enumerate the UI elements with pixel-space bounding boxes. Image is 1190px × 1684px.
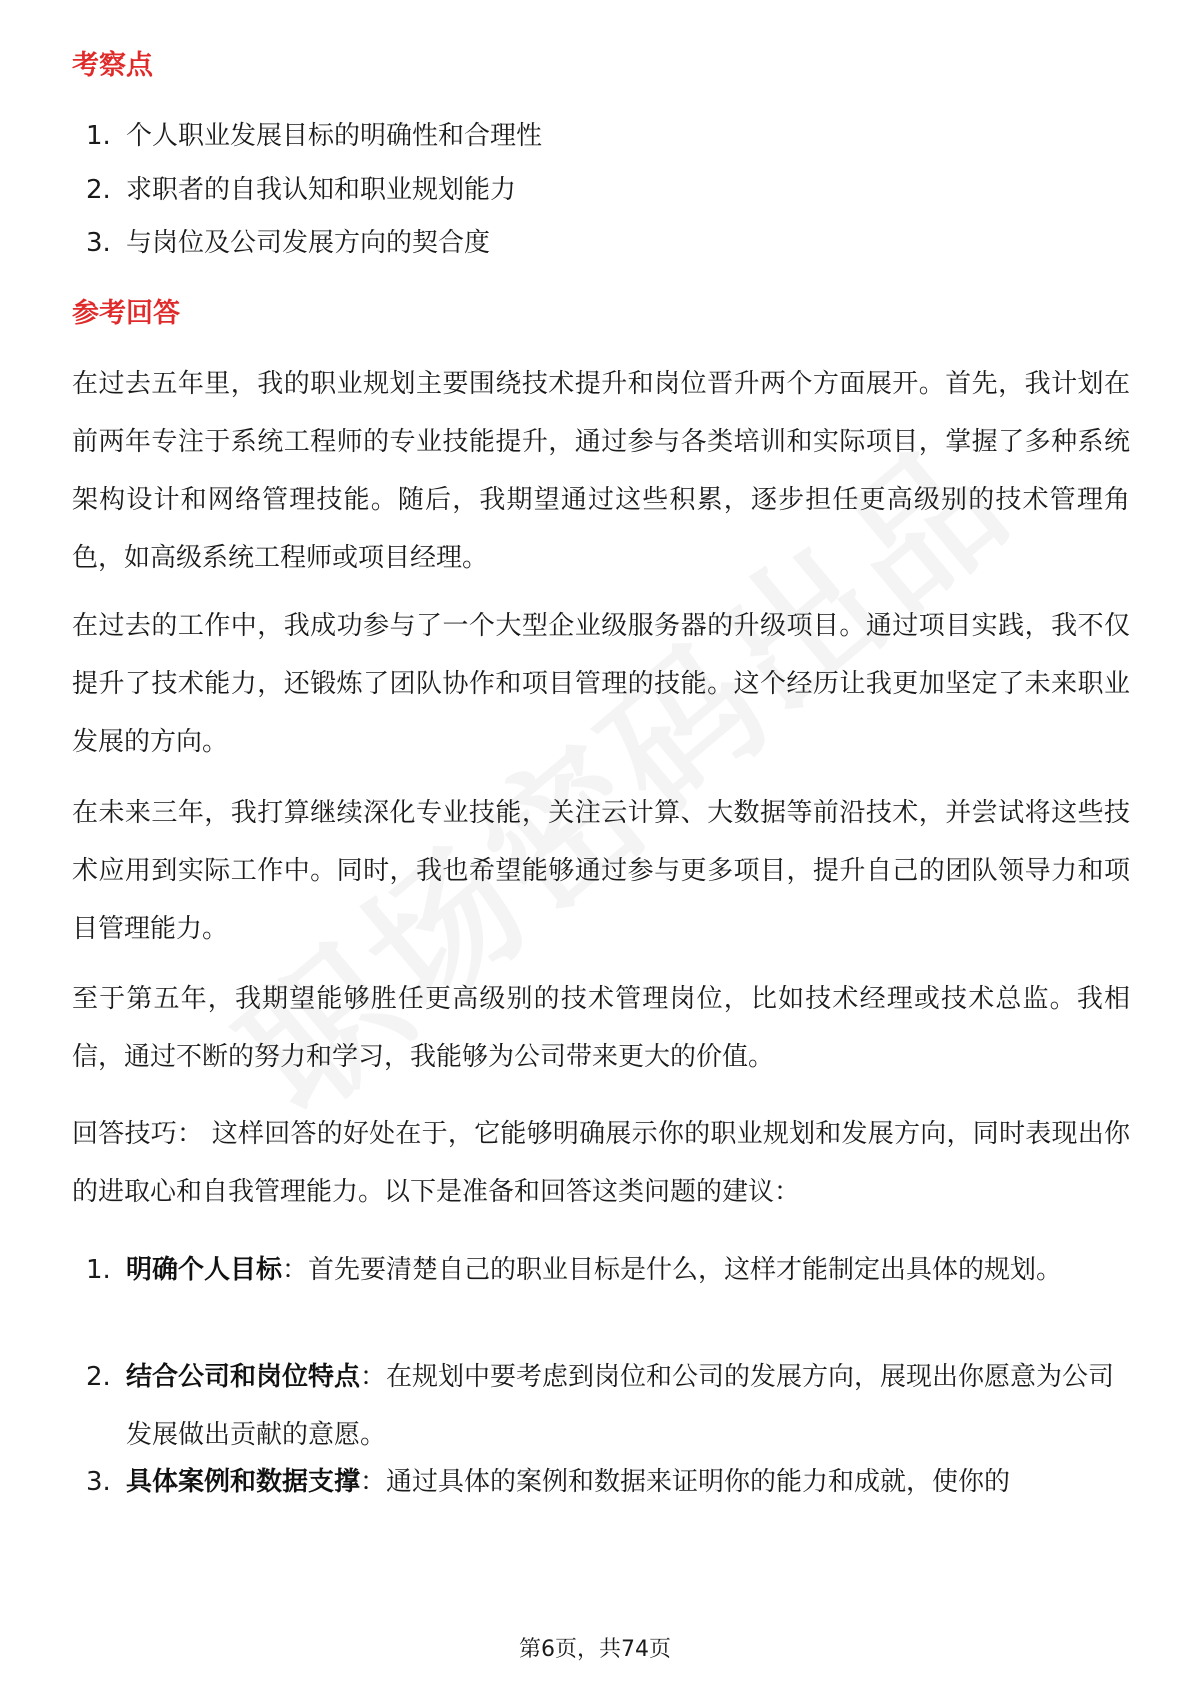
tip-list-item — [72, 1241, 1130, 1299]
focus-list-item — [72, 162, 1122, 219]
answer-paragraph: 在未来三年，我打算继续深化专业技能，关注云计算、大数据等前沿技术，并尝试将这些技术应用到实际工作中。同时，我也希望能够通过参与更多项目，提升自己的团队领导力和项目管理能力。 — [72, 798, 1130, 944]
tip-text — [126, 1453, 1130, 1511]
list-number: 2. — [86, 175, 111, 205]
focus-list-item — [72, 215, 1122, 272]
page-number: 第6页，共74页 — [519, 1637, 671, 1662]
tip-body: ：在规划中要考虑到岗位和公司的发展方向，展现出你愿意为公司发展做出贡献的意愿。 — [126, 1362, 1115, 1450]
list-number: 1. — [86, 121, 111, 151]
tip-body: ：首先要清楚自己的职业目标是什么，这样才能制定出具体的规划。 — [282, 1255, 1063, 1285]
tip-text — [126, 1348, 1130, 1464]
answer-paragraph: 在过去五年里，我的职业规划主要围绕技术提升和岗位晋升两个方面展开。首先，我计划在前两年专注于系统工程师的专业技能提升，通过参与各类培训和实际项目，掌握了多种系统架构设计和网络管理技能。随后，我期望通过这些积累，逐步担任更高级别的技术管理角色，如高级系统工程师或项目经理。 — [72, 369, 1130, 573]
tip-label: 明确个人目标 — [126, 1255, 283, 1285]
list-number: 3. — [86, 228, 111, 258]
section-heading-answer: 参考回答 — [72, 298, 180, 329]
section-heading-focus: 考察点 — [72, 50, 153, 81]
answer-tips-intro: 回答技巧： 这样回答的好处在于，它能够明确展示你的职业规划和发展方向，同时表现出你的进取心和自我管理能力。以下是准备和回答这类问题的建议： — [72, 1119, 1130, 1207]
tip-list-item — [72, 1453, 1130, 1511]
list-number: 2. — [86, 1362, 111, 1392]
tip-body: ：通过具体的案例和数据来证明你的能力和成就，使你的 — [360, 1467, 1011, 1497]
answer-paragraph: 至于第五年，我期望能够胜任更高级别的技术管理岗位，比如技术经理或技术总监。我相信，通过不断的努力和学习，我能够为公司带来更大的价值。 — [72, 984, 1130, 1072]
tip-text — [126, 1241, 1130, 1299]
list-item-text: 个人职业发展目标的明确性和合理性 — [126, 121, 543, 151]
list-number: 1. — [86, 1255, 111, 1285]
answer-paragraph: 在过去的工作中，我成功参与了一个大型企业级服务器的升级项目。通过项目实践，我不仅提升了技术能力，还锻炼了团队协作和项目管理的技能。这个经历让我更加坚定了未来职业发展的方向。 — [72, 611, 1130, 757]
tip-list-item — [72, 1348, 1130, 1464]
list-number: 3. — [86, 1467, 111, 1497]
tip-label: 具体案例和数据支撑 — [126, 1467, 361, 1497]
focus-list-item — [72, 108, 1122, 165]
list-item-text: 求职者的自我认知和职业规划能力 — [126, 175, 517, 205]
list-item-text: 与岗位及公司发展方向的契合度 — [126, 228, 491, 258]
tip-label: 结合公司和岗位特点 — [126, 1362, 361, 1392]
